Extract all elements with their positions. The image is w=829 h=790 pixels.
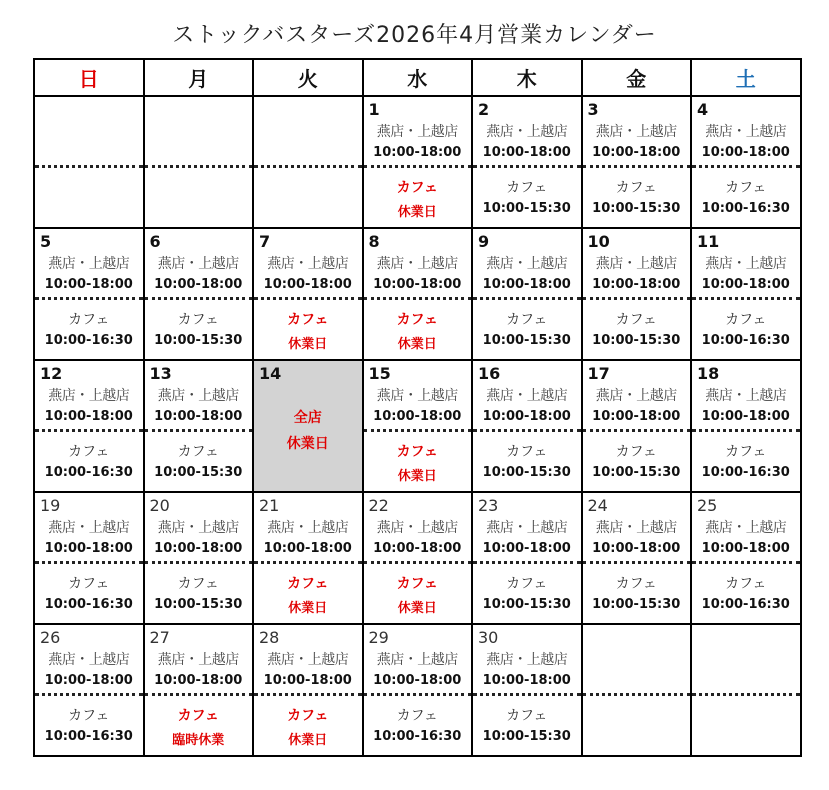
store-name: 燕店・上越店 bbox=[376, 388, 458, 404]
cafe-label: カフェ bbox=[725, 180, 767, 196]
dotted-divider bbox=[364, 693, 472, 696]
store-name: 燕店・上越店 bbox=[595, 520, 677, 536]
dotted-divider bbox=[35, 165, 143, 168]
cafe-hours: 10:00-15:30 bbox=[482, 465, 571, 480]
calendar-week-row bbox=[34, 96, 801, 228]
cafe-label: カフェ bbox=[287, 708, 329, 724]
day-number: 16 bbox=[478, 364, 501, 383]
store-name: 燕店・上越店 bbox=[376, 652, 458, 668]
dotted-divider bbox=[35, 561, 143, 564]
day-number: 24 bbox=[587, 496, 608, 515]
day-number: 26 bbox=[40, 628, 61, 647]
store-hours: 10:00-18:00 bbox=[44, 409, 133, 424]
empty-day-cell bbox=[144, 96, 254, 228]
cafe-label: カフェ bbox=[68, 444, 110, 460]
cafe-label: カフェ bbox=[615, 444, 657, 460]
store-hours: 10:00-18:00 bbox=[154, 541, 243, 556]
calendar-week-row bbox=[34, 624, 801, 756]
cafe-closed-label: 休業日 bbox=[288, 601, 328, 616]
day-number: 17 bbox=[587, 364, 610, 383]
cafe-label: カフェ bbox=[506, 576, 548, 592]
cafe-label: カフェ bbox=[725, 576, 767, 592]
store-hours: 10:00-18:00 bbox=[44, 277, 133, 292]
day-number: 8 bbox=[368, 232, 380, 251]
dotted-divider bbox=[583, 693, 691, 696]
day-cell bbox=[253, 228, 363, 360]
dotted-divider bbox=[583, 429, 691, 432]
dotted-divider bbox=[583, 165, 691, 168]
day-number: 18 bbox=[697, 364, 720, 383]
cafe-label: カフェ bbox=[396, 444, 438, 460]
store-hours: 10:00-18:00 bbox=[44, 673, 133, 688]
day-number: 6 bbox=[149, 232, 161, 251]
store-hours: 10:00-18:00 bbox=[482, 541, 571, 556]
day-cell bbox=[144, 360, 254, 492]
cafe-label: カフェ bbox=[396, 576, 438, 592]
store-hours: 10:00-18:00 bbox=[154, 277, 243, 292]
cafe-label: カフェ bbox=[725, 312, 767, 328]
day-number: 13 bbox=[149, 364, 172, 383]
cafe-hours: 10:00-15:30 bbox=[482, 333, 571, 348]
cafe-label: カフェ bbox=[68, 312, 110, 328]
store-hours: 10:00-18:00 bbox=[482, 409, 571, 424]
calendar-week-row bbox=[34, 492, 801, 624]
store-hours: 10:00-18:00 bbox=[154, 673, 243, 688]
weekday-header: 日 bbox=[34, 59, 144, 96]
cafe-label: カフェ bbox=[396, 312, 438, 328]
day-cell bbox=[363, 360, 473, 492]
day-number: 9 bbox=[478, 232, 490, 251]
cafe-hours: 10:00-16:30 bbox=[701, 333, 790, 348]
store-hours: 10:00-18:00 bbox=[482, 277, 571, 292]
day-cell bbox=[34, 228, 144, 360]
cafe-label: カフェ bbox=[396, 708, 438, 724]
weekday-header-row bbox=[34, 59, 801, 96]
day-cell bbox=[472, 360, 582, 492]
day-number: 7 bbox=[259, 232, 271, 251]
store-name: 燕店・上越店 bbox=[157, 388, 239, 404]
cafe-hours: 10:00-16:30 bbox=[44, 729, 133, 744]
cafe-label: カフェ bbox=[615, 576, 657, 592]
dotted-divider bbox=[364, 561, 472, 564]
day-cell bbox=[691, 96, 801, 228]
cafe-label: カフェ bbox=[287, 576, 329, 592]
day-number: 2 bbox=[478, 100, 490, 119]
cafe-label: カフェ bbox=[725, 444, 767, 460]
day-number: 20 bbox=[149, 496, 170, 515]
empty-day-cell bbox=[582, 624, 692, 756]
dotted-divider bbox=[254, 693, 362, 696]
dotted-divider bbox=[473, 693, 581, 696]
dotted-divider bbox=[35, 297, 143, 300]
day-number: 4 bbox=[697, 100, 709, 119]
day-cell bbox=[363, 228, 473, 360]
cafe-label: カフェ bbox=[615, 180, 657, 196]
day-number: 5 bbox=[40, 232, 52, 251]
day-cell bbox=[691, 228, 801, 360]
cafe-label: カフェ bbox=[506, 312, 548, 328]
dotted-divider bbox=[473, 165, 581, 168]
store-name: 燕店・上越店 bbox=[595, 124, 677, 140]
cafe-hours: 10:00-16:30 bbox=[701, 465, 790, 480]
day-cell bbox=[691, 492, 801, 624]
calendar-week-row bbox=[34, 228, 801, 360]
cafe-closed-label: 休業日 bbox=[288, 733, 328, 748]
cafe-label: カフェ bbox=[506, 708, 548, 724]
day-cell bbox=[253, 492, 363, 624]
day-cell bbox=[144, 492, 254, 624]
weekday-header: 水 bbox=[363, 59, 473, 96]
empty-day-cell bbox=[253, 96, 363, 228]
day-number: 11 bbox=[697, 232, 720, 251]
day-cell bbox=[34, 492, 144, 624]
store-hours: 10:00-18:00 bbox=[263, 541, 352, 556]
dotted-divider bbox=[254, 165, 362, 168]
cafe-hours: 10:00-15:30 bbox=[482, 597, 571, 612]
store-name: 燕店・上越店 bbox=[157, 520, 239, 536]
day-cell bbox=[582, 96, 692, 228]
cafe-closed-label: 休業日 bbox=[397, 205, 437, 220]
store-name: 燕店・上越店 bbox=[705, 256, 787, 272]
store-name: 燕店・上越店 bbox=[157, 256, 239, 272]
dotted-divider bbox=[145, 429, 253, 432]
store-hours: 10:00-18:00 bbox=[373, 145, 462, 160]
day-cell bbox=[472, 228, 582, 360]
cafe-hours: 10:00-16:30 bbox=[373, 729, 462, 744]
cafe-hours: 10:00-16:30 bbox=[44, 333, 133, 348]
store-name: 燕店・上越店 bbox=[486, 388, 568, 404]
calendar-week-row bbox=[34, 360, 801, 492]
day-cell bbox=[582, 228, 692, 360]
cafe-label: カフェ bbox=[396, 180, 438, 196]
day-cell bbox=[144, 228, 254, 360]
day-cell bbox=[363, 492, 473, 624]
store-hours: 10:00-18:00 bbox=[592, 409, 681, 424]
cafe-label: カフェ bbox=[177, 576, 219, 592]
store-hours: 10:00-18:00 bbox=[373, 277, 462, 292]
store-name: 燕店・上越店 bbox=[486, 256, 568, 272]
day-cell bbox=[582, 360, 692, 492]
day-number: 28 bbox=[259, 628, 280, 647]
day-cell bbox=[472, 96, 582, 228]
day-number: 14 bbox=[259, 364, 282, 383]
dotted-divider bbox=[364, 429, 472, 432]
store-hours: 10:00-18:00 bbox=[482, 673, 571, 688]
store-name: 燕店・上越店 bbox=[376, 520, 458, 536]
day-number: 12 bbox=[40, 364, 63, 383]
cafe-hours: 10:00-15:30 bbox=[592, 465, 681, 480]
weekday-header: 金 bbox=[582, 59, 692, 96]
cafe-hours: 10:00-15:30 bbox=[154, 597, 243, 612]
weekday-header: 木 bbox=[472, 59, 582, 96]
cafe-label: カフェ bbox=[506, 444, 548, 460]
store-name: 燕店・上越店 bbox=[267, 256, 349, 272]
weekday-header: 火 bbox=[253, 59, 363, 96]
dotted-divider bbox=[364, 297, 472, 300]
cafe-closed-label: 休業日 bbox=[397, 469, 437, 484]
store-name: 燕店・上越店 bbox=[486, 124, 568, 140]
store-name: 燕店・上越店 bbox=[157, 652, 239, 668]
store-name: 燕店・上越店 bbox=[48, 520, 130, 536]
store-hours: 10:00-18:00 bbox=[263, 277, 352, 292]
cafe-label: カフェ bbox=[177, 444, 219, 460]
store-hours: 10:00-18:00 bbox=[373, 541, 462, 556]
cafe-hours: 10:00-15:30 bbox=[154, 465, 243, 480]
day-cell bbox=[253, 360, 363, 492]
cafe-hours: 10:00-15:30 bbox=[154, 333, 243, 348]
store-name: 燕店・上越店 bbox=[705, 124, 787, 140]
empty-day-cell bbox=[34, 96, 144, 228]
store-name: 燕店・上越店 bbox=[595, 256, 677, 272]
weekday-header: 月 bbox=[144, 59, 254, 96]
weekday-header: 土 bbox=[691, 59, 801, 96]
day-number: 3 bbox=[587, 100, 599, 119]
store-name: 燕店・上越店 bbox=[376, 256, 458, 272]
day-number: 15 bbox=[368, 364, 391, 383]
dotted-divider bbox=[145, 297, 253, 300]
store-name: 燕店・上越店 bbox=[705, 520, 787, 536]
cafe-label: カフェ bbox=[287, 312, 329, 328]
cafe-hours: 10:00-15:30 bbox=[592, 201, 681, 216]
store-name: 燕店・上越店 bbox=[267, 652, 349, 668]
cafe-label: カフェ bbox=[68, 576, 110, 592]
day-cell bbox=[34, 624, 144, 756]
cafe-hours: 10:00-15:30 bbox=[482, 729, 571, 744]
dotted-divider bbox=[364, 165, 472, 168]
store-name: 燕店・上越店 bbox=[486, 520, 568, 536]
empty-day-cell bbox=[691, 624, 801, 756]
day-number: 27 bbox=[149, 628, 170, 647]
day-number: 25 bbox=[697, 496, 718, 515]
store-hours: 10:00-18:00 bbox=[701, 277, 790, 292]
store-name: 燕店・上越店 bbox=[48, 388, 130, 404]
dotted-divider bbox=[145, 561, 253, 564]
cafe-hours: 10:00-16:30 bbox=[701, 597, 790, 612]
store-hours: 10:00-18:00 bbox=[373, 409, 462, 424]
day-cell bbox=[691, 360, 801, 492]
cafe-hours: 10:00-16:30 bbox=[44, 597, 133, 612]
dotted-divider bbox=[583, 297, 691, 300]
cafe-hours: 10:00-16:30 bbox=[44, 465, 133, 480]
dotted-divider bbox=[692, 561, 800, 564]
day-number: 10 bbox=[587, 232, 610, 251]
day-number: 23 bbox=[478, 496, 499, 515]
store-name: 燕店・上越店 bbox=[705, 388, 787, 404]
store-hours: 10:00-18:00 bbox=[701, 145, 790, 160]
cafe-closed-label: 休業日 bbox=[397, 337, 437, 352]
dotted-divider bbox=[473, 429, 581, 432]
calendar-grid bbox=[33, 58, 802, 757]
dotted-divider bbox=[145, 693, 253, 696]
dotted-divider bbox=[692, 693, 800, 696]
day-number: 1 bbox=[368, 100, 380, 119]
store-hours: 10:00-18:00 bbox=[592, 145, 681, 160]
dotted-divider bbox=[254, 297, 362, 300]
store-hours: 10:00-18:00 bbox=[592, 277, 681, 292]
day-number: 19 bbox=[40, 496, 61, 515]
cafe-hours: 10:00-16:30 bbox=[701, 201, 790, 216]
dotted-divider bbox=[35, 429, 143, 432]
store-name: 燕店・上越店 bbox=[486, 652, 568, 668]
day-cell bbox=[34, 360, 144, 492]
day-cell bbox=[472, 624, 582, 756]
cafe-hours: 10:00-15:30 bbox=[592, 333, 681, 348]
day-number: 22 bbox=[368, 496, 389, 515]
store-name: 燕店・上越店 bbox=[376, 124, 458, 140]
day-cell bbox=[144, 624, 254, 756]
cafe-hours: 10:00-15:30 bbox=[482, 201, 571, 216]
day-number: 29 bbox=[368, 628, 389, 647]
dotted-divider bbox=[473, 297, 581, 300]
store-hours: 10:00-18:00 bbox=[701, 541, 790, 556]
dotted-divider bbox=[473, 561, 581, 564]
cafe-closed-label: 臨時休業 bbox=[172, 733, 225, 748]
store-name: 燕店・上越店 bbox=[48, 652, 130, 668]
day-cell bbox=[582, 492, 692, 624]
dotted-divider bbox=[35, 693, 143, 696]
store-name: 燕店・上越店 bbox=[595, 388, 677, 404]
cafe-closed-label: 休業日 bbox=[288, 337, 328, 352]
dotted-divider bbox=[692, 165, 800, 168]
day-cell bbox=[253, 624, 363, 756]
dotted-divider bbox=[254, 561, 362, 564]
store-hours: 10:00-18:00 bbox=[263, 673, 352, 688]
store-hours: 10:00-18:00 bbox=[373, 673, 462, 688]
store-name: 燕店・上越店 bbox=[48, 256, 130, 272]
cafe-label: カフェ bbox=[68, 708, 110, 724]
dotted-divider bbox=[583, 561, 691, 564]
day-number: 30 bbox=[478, 628, 499, 647]
store-name: 燕店・上越店 bbox=[267, 520, 349, 536]
store-hours: 10:00-18:00 bbox=[482, 145, 571, 160]
cafe-closed-label: 休業日 bbox=[397, 601, 437, 616]
cafe-label: カフェ bbox=[615, 312, 657, 328]
store-hours: 10:00-18:00 bbox=[154, 409, 243, 424]
cafe-label: カフェ bbox=[506, 180, 548, 196]
calendar-title: ストックバスターズ2026年4月営業カレンダー bbox=[172, 23, 657, 48]
store-hours: 10:00-18:00 bbox=[44, 541, 133, 556]
dotted-divider bbox=[145, 165, 253, 168]
store-hours: 10:00-18:00 bbox=[592, 541, 681, 556]
day-cell bbox=[363, 96, 473, 228]
all-stores-label: 全店 bbox=[293, 410, 322, 426]
day-cell bbox=[363, 624, 473, 756]
store-hours: 10:00-18:00 bbox=[701, 409, 790, 424]
day-cell bbox=[472, 492, 582, 624]
dotted-divider bbox=[692, 297, 800, 300]
cafe-label: カフェ bbox=[177, 312, 219, 328]
cafe-hours: 10:00-15:30 bbox=[592, 597, 681, 612]
all-stores-closed-label: 休業日 bbox=[286, 436, 329, 452]
dotted-divider bbox=[692, 429, 800, 432]
cafe-label: カフェ bbox=[177, 708, 219, 724]
day-number: 21 bbox=[259, 496, 280, 515]
